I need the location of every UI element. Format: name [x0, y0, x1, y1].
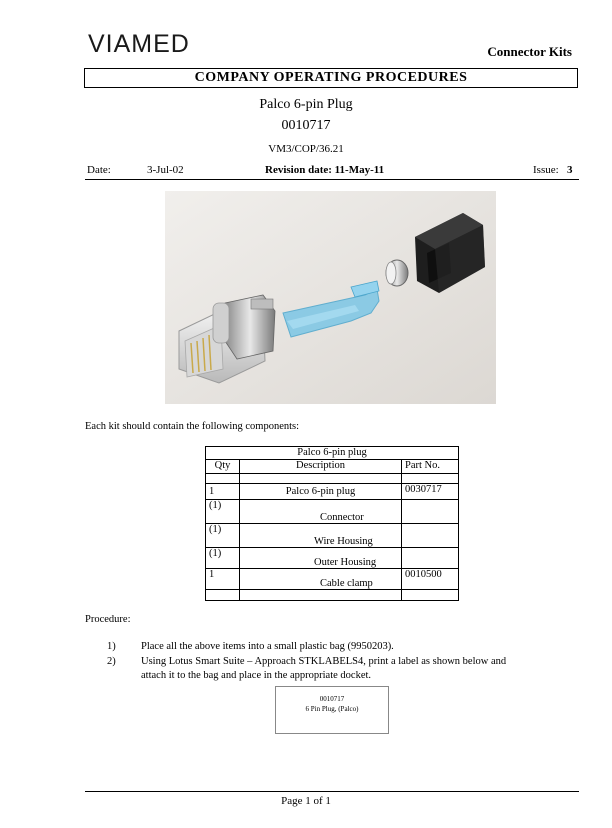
header-description: Description: [240, 460, 402, 474]
step-1-text: Place all the above items into a small plastic bag (9950203).: [141, 641, 394, 652]
row-qty: 1: [206, 484, 240, 500]
page-number: Page 1 of 1: [281, 795, 331, 807]
date-value: 3-Jul-02: [147, 164, 184, 176]
issue-label: Issue:: [533, 164, 559, 176]
procedures-banner: COMPANY OPERATING PROCEDURES: [84, 68, 578, 88]
row-qty: 1: [206, 569, 240, 590]
header-qty: Qty: [206, 460, 240, 474]
step-2-text-line1: Using Lotus Smart Suite – Approach STKLABELS4, print a label as shown below and: [141, 656, 507, 667]
table-row: [206, 500, 459, 524]
table-row: [206, 524, 459, 548]
row-description: Cable clamp: [240, 569, 402, 590]
label-sample: [275, 686, 389, 734]
revision-date: Revision date: 11-May-11: [265, 164, 385, 176]
row-part-no: [402, 500, 459, 524]
document-reference: VM3/COP/36.21: [268, 143, 344, 155]
row-qty: (1): [206, 524, 240, 548]
table-row: [206, 484, 459, 500]
row-description: Palco 6-pin plug: [240, 484, 402, 500]
row-part-no: [402, 524, 459, 548]
row-description: Outer Housing: [240, 548, 402, 569]
header-part-no: Part No.: [402, 460, 459, 474]
row-description: Wire Housing: [240, 524, 402, 548]
company-logo: VIAMED: [88, 30, 190, 58]
row-qty: (1): [206, 500, 240, 524]
step-2-number: 2): [107, 656, 116, 667]
cable-clamp-part: [386, 260, 408, 286]
procedure-label: Procedure:: [85, 614, 131, 625]
step-2-text-line2: attach it to the bag and place in the appropriate docket.: [141, 670, 372, 681]
connector-kit-illustration: [165, 191, 496, 404]
table-row: [206, 548, 459, 569]
label-line-1: 0010717: [319, 695, 345, 703]
footer-divider: [85, 791, 579, 792]
row-part-no: [402, 548, 459, 569]
document-meta-row: [85, 164, 579, 180]
kit-intro-text: Each kit should contain the following components:: [85, 421, 300, 432]
row-part-no: 0030717: [402, 484, 459, 500]
label-line-2: 6 Pin Plug, (Palco): [305, 705, 359, 713]
table-row: [206, 569, 459, 590]
product-photo: [165, 191, 496, 404]
section-title: Connector Kits: [487, 44, 572, 59]
document-number: 0010717: [281, 118, 331, 133]
issue-value: 3: [567, 164, 573, 176]
row-part-no: 0010500: [402, 569, 459, 590]
step-1-number: 1): [107, 641, 116, 652]
row-qty: (1): [206, 548, 240, 569]
document-title: Palco 6-pin Plug: [259, 97, 353, 112]
parts-table-caption: Palco 6-pin plug: [206, 447, 459, 460]
parts-table: [205, 446, 459, 601]
row-description: Connector: [240, 500, 402, 524]
date-label: Date:: [87, 164, 111, 176]
